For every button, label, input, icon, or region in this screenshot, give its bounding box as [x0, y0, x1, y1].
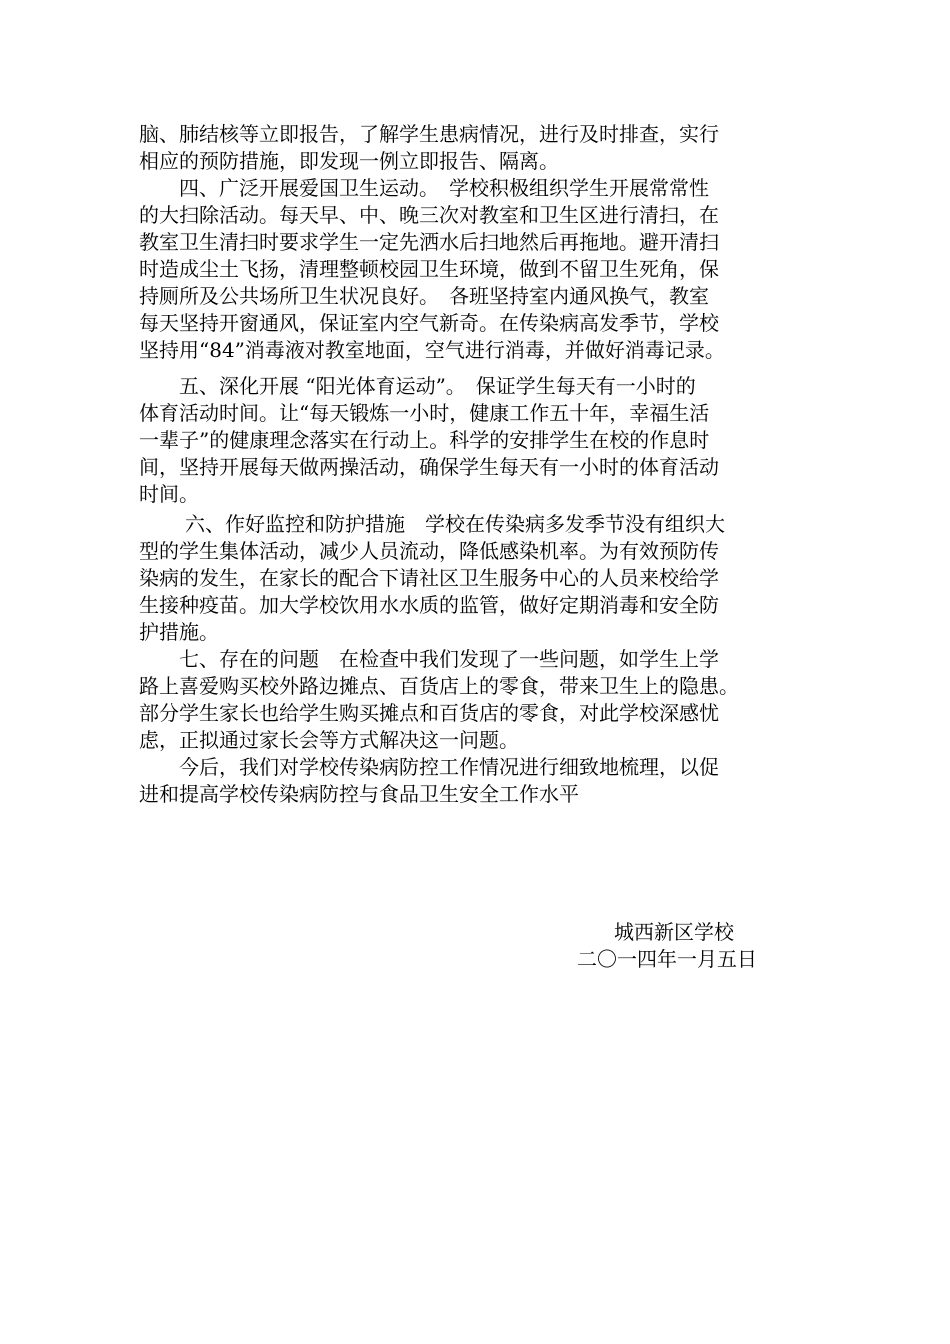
signature-date: 二〇一四年一月五日 [577, 947, 757, 971]
body-line: 教室卫生清扫时要求学生一定先洒水后扫地然后再拖地。避开清扫 [139, 230, 719, 254]
body-line: 五、深化开展 “阳光体育运动”。 保证学生每天有一小时的 [139, 374, 696, 398]
body-line: 脑、肺结核等立即报告，了解学生患病情况，进行及时排查，实行 [139, 122, 719, 146]
body-line: 的大扫除活动。每天早、中、晚三次对教室和卫生区进行清扫，在 [139, 203, 719, 227]
body-line: 六、作好监控和防护措施 学校在传染病多发季节没有组织大 [145, 512, 725, 536]
body-line: 间，坚持开展每天做两操活动，确保学生每天有一小时的体育活动 [139, 455, 719, 479]
body-line: 型的学生集体活动，减少人员流动，降低感染机率。为有效预防传 [139, 539, 719, 563]
body-line: 进和提高学校传染病防控与食品卫生安全工作水平 [139, 782, 579, 806]
signature-school: 城西新区学校 [614, 920, 734, 944]
body-line: 生接种疫苗。加大学校饮用水水质的监管，做好定期消毒和安全防 [139, 593, 719, 617]
body-line: 坚持用“84”消毒液对教室地面，空气进行消毒，并做好消毒记录。 [139, 338, 725, 362]
body-line: 虑，正拟通过家长会等方式解决这一问题。 [139, 728, 519, 752]
body-line: 一辈子”的健康理念落实在行动上。科学的安排学生在校的作息时 [139, 428, 710, 452]
body-line: 持厕所及公共场所卫生状况良好。 各班坚持室内通风换气，教室 [139, 284, 709, 308]
body-line: 七、存在的问题 在检查中我们发现了一些问题，如学生上学 [139, 647, 719, 671]
body-line: 时间。 [139, 482, 199, 506]
body-line: 每天坚持开窗通风，保证室内空气新奇。在传染病高发季节，学校 [139, 311, 719, 335]
body-line: 路上喜爱购买校外路边摊点、百货店上的零食，带来卫生上的隐患。 [139, 674, 739, 698]
body-line: 相应的预防措施，即发现一例立即报告、隔离。 [139, 149, 559, 173]
body-line: 今后，我们对学校传染病防控工作情况进行细致地梳理，以促 [139, 755, 719, 779]
body-line: 体育活动时间。让“每天锻炼一小时，健康工作五十年，幸福生活 [139, 401, 710, 425]
body-line: 护措施。 [139, 620, 219, 644]
body-line: 四、广泛开展爱国卫生运动。 学校积极组织学生开展常常性 [139, 176, 709, 200]
body-line: 部分学生家长也给学生购买摊点和百货店的零食，对此学校深感忧 [139, 701, 719, 725]
body-line: 染病的发生，在家长的配合下请社区卫生服务中心的人员来校给学 [139, 566, 719, 590]
body-line: 时造成尘土飞扬，清理整顿校园卫生环境，做到不留卫生死角，保 [139, 257, 719, 281]
